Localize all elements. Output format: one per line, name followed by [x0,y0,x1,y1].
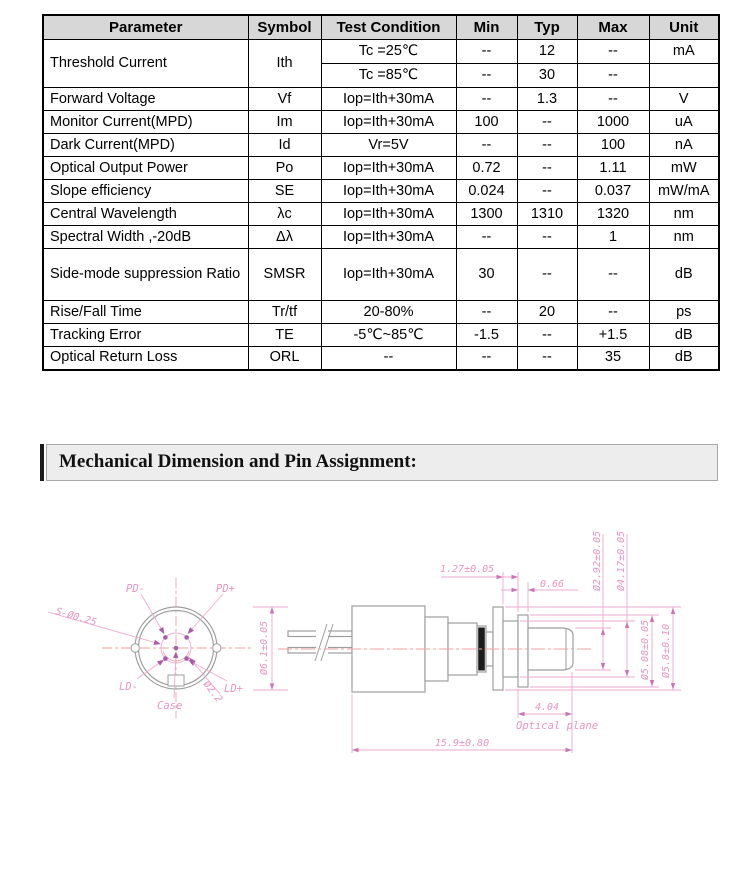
cell-test-condition: Iop=Ith+30mA [321,180,456,203]
label-dim-plate: 0.66 [539,579,565,590]
cell-typ: 20 [517,301,577,324]
label-dim-optical: 4.04 [534,702,560,713]
cell-unit: dB [649,324,719,347]
cell-typ: -- [517,111,577,134]
flange-plate2 [518,615,528,687]
cell-min: 30 [456,249,517,301]
cell-parameter: Rise/Fall Time [43,301,248,324]
table-row [43,180,719,203]
cell-symbol: Tr/tf [248,301,321,324]
table-row [43,249,719,301]
cell-max: 1320 [577,203,649,226]
cell-symbol: Ith [248,40,321,88]
cell-max: -- [577,301,649,324]
cell-symbol: Im [248,111,321,134]
cell-min: -- [456,347,517,370]
label-pd-plus: PD+ [216,583,235,595]
table-row [43,226,719,249]
cell-max: -- [577,40,649,64]
pin-dot-pd-plus [184,635,189,640]
cell-min: -1.5 [456,324,517,347]
label-dia-ferrule: Ø2.92±0.05 [592,530,603,591]
col-header-min: Min [456,15,517,40]
label-pin-diameter: S-Ø0.25 [54,606,98,629]
label-ld-plus: LD+ [224,683,243,695]
table-row [43,134,719,157]
table-row [43,88,719,111]
table-row [43,40,719,64]
cell-test-condition: Iop=Ith+30mA [321,88,456,111]
section-panel [46,444,718,481]
table-row [43,301,719,324]
pin-dot-pd-minus [163,635,168,640]
cell-parameter: Threshold Current [43,40,248,88]
cell-typ: -- [517,324,577,347]
cell-max: -- [577,88,649,111]
cell-unit: dB [649,347,719,370]
cell-parameter: Dark Current(MPD) [43,134,248,157]
cell-typ: -- [517,134,577,157]
cell-min: 0.024 [456,180,517,203]
right-notch [213,644,221,652]
front-view [48,578,288,718]
table-row [43,157,719,180]
cell-symbol: Δλ [248,226,321,249]
label-case: Case [157,700,183,712]
pin-dot-ld-plus [184,656,189,661]
cell-test-condition: Vr=5V [321,134,456,157]
cell-typ: 1.3 [517,88,577,111]
cell-parameter: Spectral Width ,-20dB [43,226,248,249]
cell-test-condition: -- [321,347,456,370]
flange-plate1 [493,607,503,690]
cell-parameter: Side-mode suppression Ratio [43,249,248,301]
cell-max: -- [577,64,649,88]
key-tab [168,675,184,686]
cell-test-condition: Iop=Ith+30mA [321,157,456,180]
cell-typ: 30 [517,64,577,88]
cell-parameter: Monitor Current(MPD) [43,111,248,134]
cell-symbol: Id [248,134,321,157]
cell-unit: mW [649,157,719,180]
side-view [278,531,681,753]
label-dia-plate1: Ø5.8±0.10 [661,623,672,678]
cell-symbol: TE [248,324,321,347]
label-ld-minus: LD- [119,681,138,693]
cell-test-condition: Iop=Ith+30mA [321,203,456,226]
label-can-diameter: Ø6.1±0.05 [259,620,270,675]
cell-test-condition: -5℃~85℃ [321,324,456,347]
col-header-symbol: Symbol [248,15,321,40]
cell-parameter: Optical Return Loss [43,347,248,370]
cell-unit: nm [649,226,719,249]
cell-symbol: SE [248,180,321,203]
cell-parameter: Tracking Error [43,324,248,347]
cell-test-condition: Tc =25℃ [321,40,456,64]
cell-max: +1.5 [577,324,649,347]
cell-symbol: SMSR [248,249,321,301]
cell-unit: V [649,88,719,111]
cell-typ: -- [517,180,577,203]
cell-parameter: Optical Output Power [43,157,248,180]
cell-test-condition: 20-80% [321,301,456,324]
cell-max: -- [577,249,649,301]
label-dia-plate2: Ø5.08±0.05 [640,619,651,680]
cell-typ: -- [517,347,577,370]
leader-pd-plus [188,594,223,634]
cell-min: -- [456,40,517,64]
col-header-max: Max [577,15,649,40]
cell-typ: 12 [517,40,577,64]
cell-symbol: Vf [248,88,321,111]
cell-unit: mA [649,40,719,64]
section-header [40,444,718,481]
cell-max: 0.037 [577,180,649,203]
label-dim-total: 15.9±0.80 [434,738,490,749]
cell-max: 35 [577,347,649,370]
col-header-typ: Typ [517,15,577,40]
cell-unit: nA [649,134,719,157]
cell-symbol: ORL [248,347,321,370]
dim-flange-gap [440,564,518,612]
pin-dot-case [174,646,179,651]
cell-test-condition: Iop=Ith+30mA [321,226,456,249]
cell-parameter: Central Wavelength [43,203,248,226]
mechanical-drawing [0,520,750,780]
label-pin-circle: Ø2.2 [200,679,225,705]
table-row [43,324,719,347]
table-header-row [43,15,719,40]
cell-symbol: Po [248,157,321,180]
cell-unit: dB [649,249,719,301]
cell-max: 100 [577,134,649,157]
label-pd-minus: PD- [126,583,145,595]
section-accent-bar [40,444,44,481]
spec-table [42,14,720,371]
cell-test-condition: Iop=Ith+30mA [321,249,456,301]
cell-test-condition: Tc =85℃ [321,64,456,88]
pin-dot-ld-minus [163,656,168,661]
cell-typ: -- [517,249,577,301]
cell-typ: -- [517,157,577,180]
label-dim-flange-gap: 1.27±0.05 [440,564,495,575]
table-row [43,111,719,134]
cell-unit: nm [649,203,719,226]
dim-can-diameter [253,607,288,690]
section-title: Mechanical Dimension and Pin Assignment: [59,451,417,472]
cell-max: 1000 [577,111,649,134]
cell-min: -- [456,64,517,88]
cell-unit: mW/mA [649,180,719,203]
cell-min: 100 [456,111,517,134]
cell-symbol: λc [248,203,321,226]
cell-unit [649,64,719,88]
cell-parameter: Forward Voltage [43,88,248,111]
cell-parameter: Slope efficiency [43,180,248,203]
cell-unit: uA [649,111,719,134]
cell-max: 1 [577,226,649,249]
col-header-unit: Unit [649,15,719,40]
cell-unit: ps [649,301,719,324]
cell-min: -- [456,226,517,249]
cell-max: 1.11 [577,157,649,180]
col-header-test-condition: Test Condition [321,15,456,40]
table-row [43,347,719,370]
left-notch [131,644,139,652]
cell-min: 0.72 [456,157,517,180]
table-row [43,203,719,226]
cell-typ: -- [517,226,577,249]
cell-min: -- [456,134,517,157]
cell-min: -- [456,88,517,111]
col-header-parameter: Parameter [43,15,248,40]
cell-min: 1300 [456,203,517,226]
label-dia-neck: Ø4.17±0.05 [616,530,627,591]
cell-typ: 1310 [517,203,577,226]
cell-test-condition: Iop=Ith+30mA [321,111,456,134]
cell-min: -- [456,301,517,324]
label-optical-plane: Optical plane [516,720,599,732]
